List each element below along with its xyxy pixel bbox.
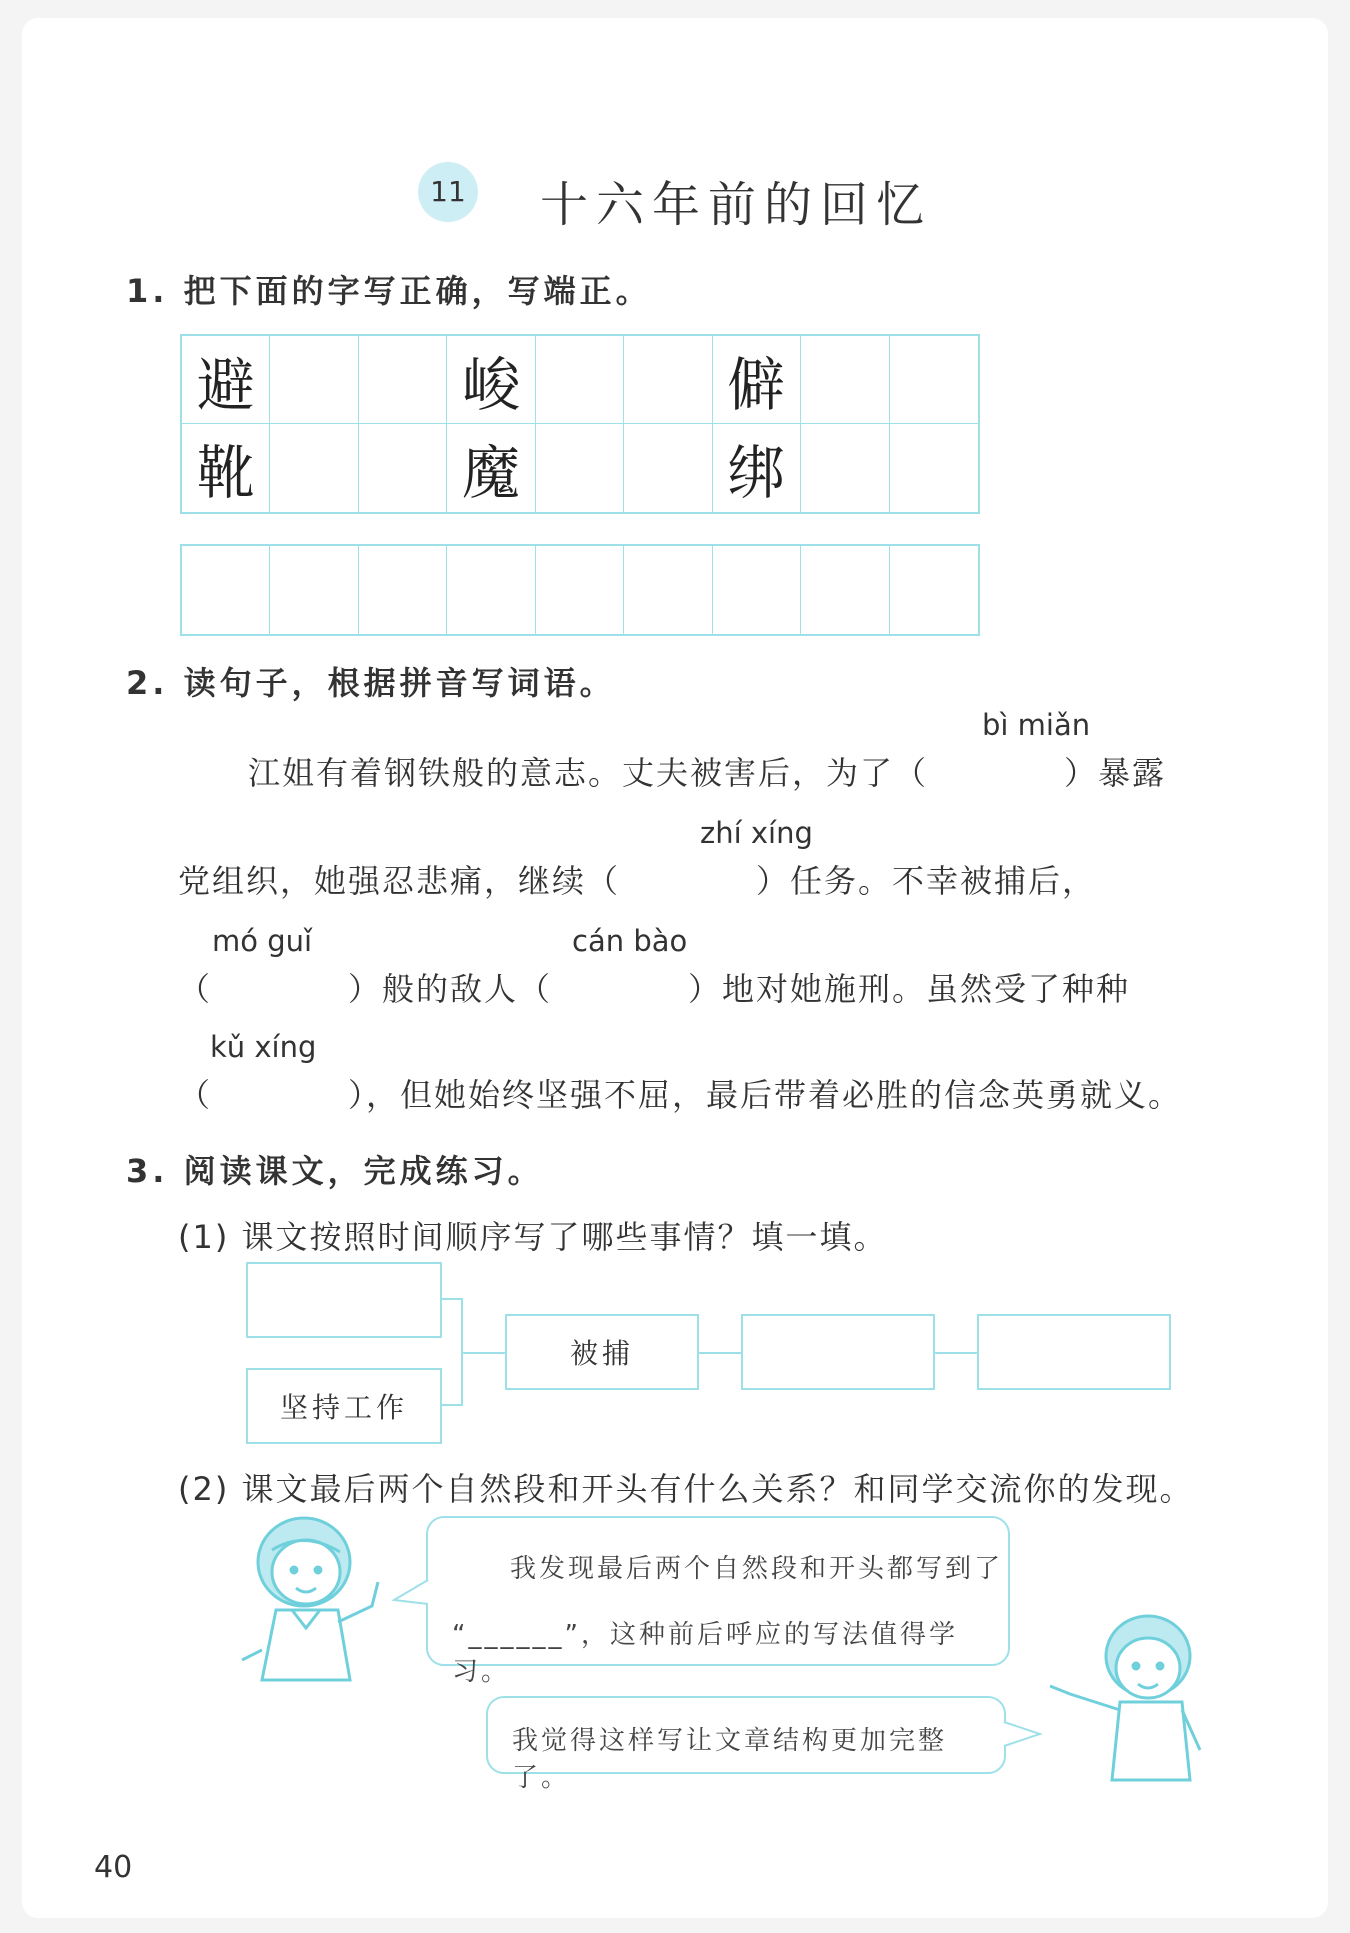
flow-box-keep-working: 坚持工作: [246, 1368, 442, 1444]
grid-cell[interactable]: [182, 546, 270, 634]
page-number: 40: [94, 1850, 133, 1885]
grid-cell[interactable]: [624, 336, 712, 424]
flow-connector: [935, 1352, 977, 1354]
sentence-line-2: 党组织，她强忍悲痛，继续（ ）任务。不幸被捕后，: [178, 862, 1097, 900]
flow-connector: [699, 1352, 741, 1354]
grid-cell[interactable]: [890, 424, 978, 512]
bubble-text-line: 我发现最后两个自然段和开头都写到了: [510, 1554, 1004, 1584]
flow-box-blank[interactable]: [246, 1262, 442, 1338]
grid-cell[interactable]: [359, 546, 447, 634]
pinyin-annotation: zhí xíng: [700, 816, 813, 850]
flow-connector: [442, 1404, 462, 1406]
grid-cell[interactable]: [270, 336, 358, 424]
flow-box-blank[interactable]: [977, 1314, 1171, 1390]
pinyin-annotation: cán bào: [572, 924, 688, 958]
sub-question-1: (1) 课文按照时间顺序写了哪些事情？填一填。: [178, 1218, 888, 1256]
blank-character-grid: [180, 544, 980, 636]
boy-illustration: [1040, 1610, 1220, 1800]
grid-cell[interactable]: [624, 424, 712, 512]
pinyin-annotation: mó guǐ: [212, 924, 313, 958]
character-grid: [180, 334, 980, 514]
bubble-tail: [392, 1578, 432, 1608]
sentence-line-4: （ ），但她始终坚强不屈，最后带着必胜的信念英勇就义。: [178, 1076, 1183, 1114]
grid-cell[interactable]: 僻: [713, 336, 801, 424]
grid-cell[interactable]: 峻: [447, 336, 535, 424]
grid-cell[interactable]: 避: [182, 336, 270, 424]
grid-cell[interactable]: 魔: [447, 424, 535, 512]
grid-cell[interactable]: [890, 546, 978, 634]
grid-cell[interactable]: [713, 546, 801, 634]
grid-cell[interactable]: [536, 336, 624, 424]
grid-cell[interactable]: [447, 546, 535, 634]
grid-cell[interactable]: [801, 424, 889, 512]
pinyin-annotation: kǔ xíng: [210, 1030, 317, 1064]
flow-connector: [461, 1352, 505, 1354]
grid-cell[interactable]: [536, 424, 624, 512]
speech-bubble-girl: [426, 1516, 1010, 1687]
grid-cell[interactable]: [270, 546, 358, 634]
pinyin-annotation: bì miǎn: [982, 708, 1091, 742]
flow-box-arrested: 被捕: [505, 1314, 699, 1390]
bubble-tail: [1002, 1720, 1042, 1750]
question-2-heading: 2. 读句子，根据拼音写词语。: [126, 664, 616, 702]
grid-cell[interactable]: [270, 424, 358, 512]
bubble-text-line: “______”，这种前后呼应的写法值得学习。: [452, 1620, 958, 1687]
grid-cell[interactable]: 靴: [182, 424, 270, 512]
sub-question-2: (2) 课文最后两个自然段和开头有什么关系？和同学交流你的发现。: [178, 1470, 1194, 1508]
girl-illustration: [232, 1510, 412, 1700]
grid-cell[interactable]: [890, 336, 978, 424]
sentence-line-1: 江姐有着钢铁般的意志。丈夫被害后，为了（ ）暴露: [248, 754, 1167, 792]
grid-cell[interactable]: [624, 546, 712, 634]
lesson-title: 十六年前的回忆: [540, 177, 933, 233]
grid-cell[interactable]: [801, 336, 889, 424]
grid-cell[interactable]: [801, 546, 889, 634]
flow-connector: [442, 1298, 462, 1300]
grid-cell[interactable]: 绑: [713, 424, 801, 512]
question-3-heading: 3. 阅读课文，完成练习。: [126, 1152, 544, 1190]
grid-cell[interactable]: [359, 336, 447, 424]
lesson-number-badge: 11: [418, 162, 478, 222]
grid-cell[interactable]: [536, 546, 624, 634]
speech-bubble-boy: [486, 1696, 1006, 1793]
grid-cell[interactable]: [359, 424, 447, 512]
question-1-heading: 1. 把下面的字写正确，写端正。: [126, 272, 652, 310]
sentence-line-3: （ ）般的敌人（ ）地对她施刑。虽然受了种种: [178, 970, 1131, 1008]
bubble-text-line: 我觉得这样写让文章结构更加完整了。: [512, 1726, 948, 1793]
flow-box-blank[interactable]: [741, 1314, 935, 1390]
